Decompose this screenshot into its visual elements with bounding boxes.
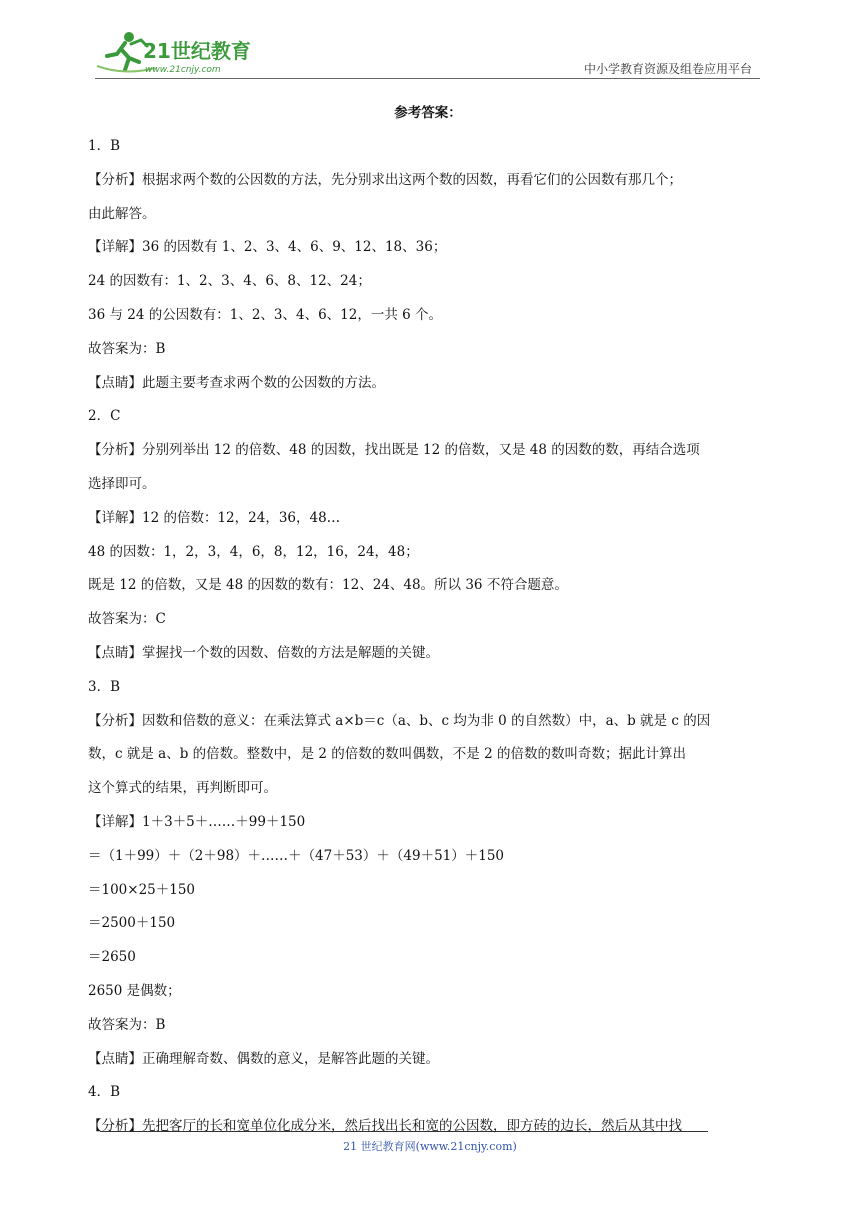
text-line: 【分析】因数和倍数的意义：在乘法算式 a×b＝c（a、b、c 均为非 0 的自然数）中，a、b 就是 c 的因 (88, 712, 711, 729)
text-line: 既是 12 的倍数，又是 48 的因数的数有：12、24、48。所以 36 不符合题意。 (88, 577, 568, 594)
text-line: 选择即可。 (88, 475, 156, 492)
text-line: ＝（1＋99）＋（2＋98）＋……＋（47＋53）＋（49＋51）＋150 (88, 847, 505, 864)
text-line: 3．B (88, 678, 121, 695)
text-line: 【详解】12 的倍数：12，24，36，48… (88, 509, 341, 526)
text-line: 由此解答。 (88, 205, 156, 222)
logo-text: 21世纪教育 (143, 39, 251, 63)
logo-runner-icon (95, 28, 265, 78)
text-line: 36 与 24 的公因数有：1、2、3、4、6、12，一共 6 个。 (88, 306, 443, 323)
logo-url: www.21cnjy.com (145, 65, 221, 75)
text-line: 24 的因数有：1、2、3、4、6、8、12、24； (88, 273, 371, 290)
text-line: ＝2650 (88, 949, 136, 966)
text-line: 【分析】分别列举出 12 的倍数、48 的因数，找出既是 12 的倍数，又是 48 的因数的数，再结合选项 (88, 442, 700, 459)
text-line: 【点睛】正确理解奇数、偶数的意义，是解答此题的关键。 (88, 1050, 439, 1067)
text-line: 【点睛】此题主要考查求两个数的公因数的方法。 (88, 374, 385, 391)
answer-lines (88, 130, 768, 1144)
text-line: 数，c 就是 a、b 的倍数。整数中，是 2 的倍数的数叫偶数，不是 2 的倍数的数叫奇数；据此计算出 (88, 746, 686, 763)
text-line: 【详解】1＋3＋5＋……＋99＋150 (88, 813, 306, 830)
footer-divider (100, 1131, 708, 1132)
text-line: 【分析】根据求两个数的公因数的方法，先分别求出这两个数的因数，再看它们的公因数有那几个； (88, 171, 682, 188)
text-line: ＝2500＋150 (88, 915, 176, 932)
text-line: 4．B (88, 1084, 121, 1101)
text-line: 1．B (88, 138, 121, 154)
text-line: 2．C (88, 408, 121, 425)
text-line: 这个算式的结果，再判断即可。 (88, 780, 277, 797)
text-line: 故答案为：B (88, 1016, 166, 1033)
text-line: ＝100×25＋150 (88, 881, 196, 898)
text-line: 48 的因数：1，2，3，4，6，8，12，16，24，48； (88, 543, 419, 560)
page-header (95, 28, 760, 80)
header-divider (95, 78, 760, 79)
text-line: 故答案为：B (88, 340, 166, 357)
text-line: 2650 是偶数； (88, 982, 181, 999)
platform-name: 中小学教育资源及组卷应用平台 (583, 62, 752, 76)
text-line: 故答案为：C (88, 611, 166, 628)
site-logo (95, 28, 265, 78)
text-line: 【点睛】掌握找一个数的因数、倍数的方法是解题的关键。 (88, 644, 439, 661)
text-line: 【详解】36 的因数有 1、2、3、4、6、9、12、18、36； (88, 239, 447, 256)
page-title: 参考答案： (394, 105, 462, 121)
text-line: 【分析】先把客厅的长和宽单位化成分米，然后找出长和宽的公因数，即方砖的边长，然后从其中找 (88, 1118, 682, 1135)
footer-text: 21 世纪教育网(www.21cnjy.com) (343, 1140, 517, 1153)
answer-content (88, 96, 768, 1144)
